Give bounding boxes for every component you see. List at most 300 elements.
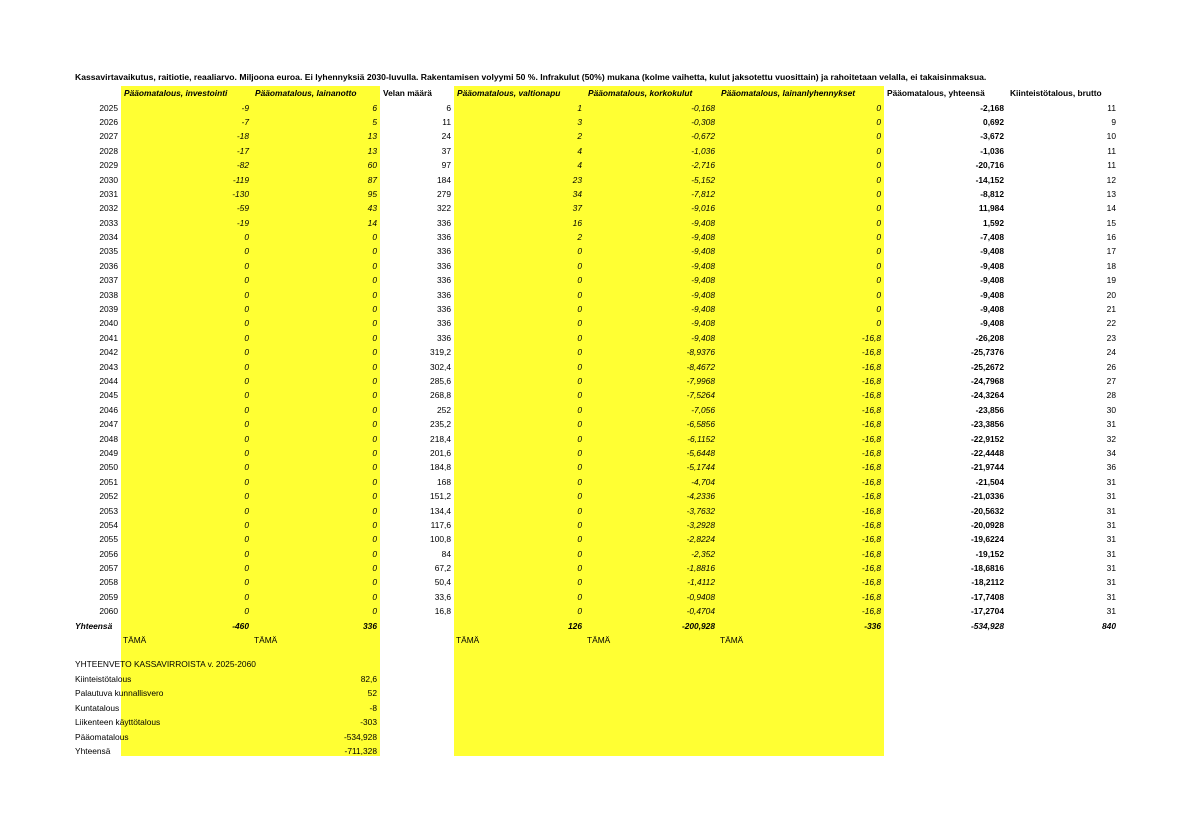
header-interest-costs[interactable]: Pääomatalous, korkokulut xyxy=(588,88,693,99)
cell-year[interactable]: 2026 xyxy=(99,116,118,127)
cell-investment[interactable]: -82 xyxy=(236,160,249,171)
cell-debt-amount[interactable]: 33,6 xyxy=(434,591,451,602)
cell-interest-costs[interactable]: -9,408 xyxy=(691,246,715,257)
cell-loan-intake[interactable]: 0 xyxy=(372,476,377,487)
cell-loan-intake[interactable]: 0 xyxy=(372,548,377,559)
cell-loan-repayments[interactable]: 0 xyxy=(876,102,881,113)
cell-capital-total[interactable]: -18,6816 xyxy=(970,563,1004,574)
cell-real-estate-gross[interactable]: 31 xyxy=(1106,476,1116,487)
cell-interest-costs[interactable]: -7,812 xyxy=(691,188,715,199)
cell-real-estate-gross[interactable]: 27 xyxy=(1106,376,1116,386)
cell-capital-total[interactable]: -20,716 xyxy=(975,160,1004,171)
cell-interest-costs[interactable]: -7,056 xyxy=(691,404,715,415)
cell-year[interactable]: 2032 xyxy=(99,203,118,214)
cell-year[interactable]: 2031 xyxy=(99,188,118,199)
cell-state-aid[interactable]: 4 xyxy=(577,145,582,156)
cell-capital-total[interactable]: -21,504 xyxy=(975,476,1004,487)
cell-real-estate-gross[interactable]: 31 xyxy=(1106,519,1116,530)
cell-year[interactable]: 2025 xyxy=(99,102,118,113)
cell-loan-repayments[interactable]: -16,8 xyxy=(861,332,881,343)
cell-real-estate-gross[interactable]: 16 xyxy=(1106,232,1116,243)
cell-loan-intake[interactable]: 87 xyxy=(367,174,377,185)
cell-real-estate-gross[interactable]: 18 xyxy=(1106,260,1116,271)
cell-state-aid[interactable]: 0 xyxy=(577,361,582,372)
summary-label[interactable]: Kuntatalous xyxy=(75,702,120,713)
cell-state-aid[interactable]: 0 xyxy=(577,548,582,559)
cell-state-aid[interactable]: 0 xyxy=(577,304,582,315)
cell-state-aid[interactable]: 0 xyxy=(577,519,582,530)
cell-debt-amount[interactable]: 100,8 xyxy=(430,534,451,545)
cell-state-aid[interactable]: 0 xyxy=(577,491,582,502)
cell-year[interactable]: 2051 xyxy=(99,476,118,487)
cell-loan-repayments[interactable]: TÄMÄ xyxy=(720,635,744,646)
cell-year[interactable]: 2055 xyxy=(99,534,118,545)
cell-real-estate-gross[interactable]: 31 xyxy=(1106,591,1116,602)
cell-state-aid[interactable]: 0 xyxy=(577,347,582,358)
cell-state-aid[interactable]: 0 xyxy=(577,275,582,286)
cell-debt-amount[interactable]: 151,2 xyxy=(430,491,451,502)
cell-loan-repayments[interactable]: 0 xyxy=(876,188,881,199)
cell-interest-costs[interactable]: -5,152 xyxy=(691,174,715,185)
cell-loan-repayments[interactable]: -16,8 xyxy=(861,419,881,430)
header-investment[interactable]: Pääomatalous, investointi xyxy=(124,88,228,99)
header-debt-amount[interactable]: Velan määrä xyxy=(383,88,432,99)
summary-value[interactable]: 52 xyxy=(367,688,377,699)
cell-capital-total[interactable]: -9,408 xyxy=(980,246,1004,257)
cell-investment[interactable]: -9 xyxy=(241,102,249,113)
cell-year[interactable]: 2046 xyxy=(99,404,118,415)
cell-state-aid[interactable]: 0 xyxy=(577,577,582,588)
cell-state-aid[interactable]: 3 xyxy=(577,116,582,127)
cell-loan-repayments[interactable]: 0 xyxy=(876,217,881,228)
summary-value[interactable]: 82,6 xyxy=(360,673,377,684)
cell-real-estate-gross[interactable]: 31 xyxy=(1106,548,1116,559)
cell-investment[interactable]: -7 xyxy=(241,116,249,127)
cell-capital-total[interactable]: -26,208 xyxy=(975,332,1004,343)
cell-interest-costs[interactable]: -9,408 xyxy=(691,318,715,329)
cell-debt-amount[interactable]: 336 xyxy=(437,332,451,343)
cell-interest-costs[interactable]: -6,5856 xyxy=(686,419,715,430)
cell-capital-total[interactable]: -21,9744 xyxy=(970,462,1004,473)
cell-state-aid[interactable]: 0 xyxy=(577,505,582,516)
cell-capital-total[interactable]: -7,408 xyxy=(980,232,1004,243)
cell-loan-repayments[interactable]: 0 xyxy=(876,145,881,156)
cell-investment[interactable]: -59 xyxy=(236,203,249,214)
cell-loan-repayments[interactable]: -16,8 xyxy=(861,577,881,588)
cell-year[interactable]: 2037 xyxy=(99,275,118,286)
cell-capital-total[interactable]: -3,672 xyxy=(980,131,1004,142)
cell-state-aid[interactable]: 1 xyxy=(577,102,582,113)
cell-interest-costs[interactable]: -200,928 xyxy=(681,620,715,631)
cell-interest-costs[interactable]: -5,6448 xyxy=(686,447,715,458)
cell-debt-amount[interactable]: 336 xyxy=(437,232,451,243)
cell-real-estate-gross[interactable]: 14 xyxy=(1106,203,1116,214)
cell-year[interactable]: 2049 xyxy=(99,447,118,458)
cell-investment[interactable]: -460 xyxy=(232,620,249,631)
cell-state-aid[interactable]: 34 xyxy=(572,188,582,199)
cell-year[interactable]: 2039 xyxy=(99,304,118,315)
cell-debt-amount[interactable]: 218,4 xyxy=(430,433,451,444)
cell-capital-total[interactable]: -9,408 xyxy=(980,260,1004,271)
cell-loan-repayments[interactable]: 0 xyxy=(876,174,881,185)
cell-investment[interactable]: 0 xyxy=(244,577,249,588)
cell-state-aid[interactable]: 23 xyxy=(572,174,582,185)
cell-state-aid[interactable]: 4 xyxy=(577,160,582,171)
cell-real-estate-gross[interactable]: 31 xyxy=(1106,505,1116,516)
cell-investment[interactable]: -130 xyxy=(232,188,249,199)
cell-loan-intake[interactable]: 336 xyxy=(363,620,377,631)
cell-year[interactable]: 2050 xyxy=(99,462,118,473)
cell-real-estate-gross[interactable]: 32 xyxy=(1106,433,1116,444)
cell-loan-intake[interactable]: 0 xyxy=(372,275,377,286)
cell-loan-repayments[interactable]: -16,8 xyxy=(861,505,881,516)
cell-loan-intake[interactable]: 43 xyxy=(367,203,377,214)
cell-year[interactable]: 2054 xyxy=(99,519,118,530)
cell-loan-intake[interactable]: 0 xyxy=(372,563,377,574)
cell-state-aid[interactable]: 0 xyxy=(577,318,582,329)
cell-investment[interactable]: 0 xyxy=(244,419,249,430)
cell-capital-total[interactable]: -20,0928 xyxy=(970,519,1004,530)
cell-year[interactable]: 2029 xyxy=(99,160,118,171)
cell-investment[interactable]: 0 xyxy=(244,462,249,473)
cell-real-estate-gross[interactable]: 24 xyxy=(1106,347,1116,358)
cell-interest-costs[interactable]: -3,7632 xyxy=(686,505,715,516)
header-loan-repayments[interactable]: Pääomatalous, lainanlyhennykset xyxy=(721,88,856,99)
cell-interest-costs[interactable]: -4,2336 xyxy=(686,491,715,502)
cell-state-aid[interactable]: 0 xyxy=(577,404,582,415)
cell-year[interactable] xyxy=(72,633,121,647)
cell-loan-repayments[interactable]: 0 xyxy=(876,232,881,243)
header-loan-intake[interactable]: Pääomatalous, lainanotto xyxy=(255,88,357,99)
cell-real-estate-gross[interactable]: 11 xyxy=(1107,145,1116,156)
cell-investment[interactable]: 0 xyxy=(244,275,249,286)
cell-debt-amount[interactable]: 11 xyxy=(442,116,451,127)
cell-debt-amount[interactable]: 322 xyxy=(437,203,451,214)
cell-loan-intake[interactable]: 0 xyxy=(372,534,377,545)
summary-label[interactable]: Kiinteistötalous xyxy=(75,673,132,684)
cell-loan-repayments[interactable]: 0 xyxy=(876,275,881,286)
cell-real-estate-gross[interactable]: 31 xyxy=(1106,419,1116,430)
cell-year[interactable]: 2042 xyxy=(99,347,118,358)
cell-loan-intake[interactable]: 13 xyxy=(367,145,377,156)
cell-debt-amount[interactable]: 6 xyxy=(446,102,451,113)
cell-year[interactable]: 2028 xyxy=(99,145,118,156)
cell-capital-total[interactable]: -2,168 xyxy=(980,102,1004,113)
cell-year[interactable]: 2044 xyxy=(99,376,118,386)
cell-loan-repayments[interactable]: 0 xyxy=(876,260,881,271)
cell-real-estate-gross[interactable]: 21 xyxy=(1106,304,1116,315)
cell-state-aid[interactable]: 0 xyxy=(577,390,582,401)
cell-debt-amount[interactable]: 184,8 xyxy=(430,462,451,473)
cell-debt-amount[interactable]: 50,4 xyxy=(434,577,451,588)
cell-capital-total[interactable]: -25,7376 xyxy=(970,347,1004,358)
cell-capital-total[interactable]: -14,152 xyxy=(975,174,1004,185)
cell-loan-intake[interactable]: 0 xyxy=(372,433,377,444)
cell-real-estate-gross[interactable]: 20 xyxy=(1106,289,1116,300)
cell-loan-intake[interactable]: 0 xyxy=(372,505,377,516)
cell-debt-amount[interactable]: 97 xyxy=(441,160,451,171)
cell-year[interactable]: 2041 xyxy=(99,332,118,343)
cell-loan-intake[interactable]: 0 xyxy=(372,332,377,343)
cell-state-aid[interactable]: 0 xyxy=(577,563,582,574)
cell-debt-amount[interactable]: 84 xyxy=(441,548,451,559)
cell-capital-total[interactable]: -17,2704 xyxy=(970,606,1004,617)
cell-loan-repayments[interactable]: -16,8 xyxy=(861,491,881,502)
cell-investment[interactable]: -119 xyxy=(232,174,249,185)
cell-debt-amount[interactable]: 252 xyxy=(437,404,451,415)
cell-loan-repayments[interactable]: -16,8 xyxy=(861,404,881,415)
cell-debt-amount[interactable]: 336 xyxy=(437,318,451,329)
cell-investment[interactable]: 0 xyxy=(244,232,249,243)
cell-loan-intake[interactable]: 0 xyxy=(372,260,377,271)
cell-year[interactable]: 2043 xyxy=(99,361,118,372)
cell-debt-amount[interactable]: 24 xyxy=(441,131,451,142)
header-capital-total[interactable]: Pääomatalous, yhteensä xyxy=(887,88,985,99)
cell-interest-costs[interactable]: -5,1744 xyxy=(686,462,715,473)
cell-loan-repayments[interactable]: -16,8 xyxy=(861,462,881,473)
cell-state-aid[interactable]: 0 xyxy=(577,606,582,617)
cell-investment[interactable]: 0 xyxy=(244,318,249,329)
cell-year[interactable]: 2034 xyxy=(99,232,118,243)
cell-loan-intake[interactable]: 0 xyxy=(372,577,377,588)
cell-real-estate-gross[interactable]: 31 xyxy=(1106,563,1116,574)
cell-loan-repayments[interactable]: -16,8 xyxy=(861,433,881,444)
cell-interest-costs[interactable]: -0,308 xyxy=(691,116,715,127)
cell-debt-amount[interactable]: 336 xyxy=(437,304,451,315)
cell-loan-repayments[interactable]: -16,8 xyxy=(861,563,881,574)
cell-debt-amount[interactable]: 67,2 xyxy=(434,563,451,574)
cell-investment[interactable]: 0 xyxy=(244,289,249,300)
cell-real-estate-gross[interactable]: 11 xyxy=(1107,102,1116,113)
header-real-estate-gross[interactable]: Kiinteistötalous, brutto xyxy=(1010,88,1102,99)
cell-loan-repayments[interactable]: -16,8 xyxy=(861,606,881,617)
cell-capital-total[interactable]: -17,7408 xyxy=(970,591,1004,602)
cell-real-estate-gross[interactable]: 22 xyxy=(1106,318,1116,329)
cell-state-aid[interactable]: 0 xyxy=(577,433,582,444)
summary-label[interactable]: Yhteensä xyxy=(75,746,111,757)
cell-capital-total[interactable]: -19,6224 xyxy=(970,534,1004,545)
cell-investment[interactable]: -19 xyxy=(236,217,249,228)
cell-state-aid[interactable]: 2 xyxy=(577,131,582,142)
cell-real-estate-gross[interactable]: 36 xyxy=(1106,462,1116,473)
cell-state-aid[interactable]: 0 xyxy=(577,476,582,487)
cell-loan-repayments[interactable]: -16,8 xyxy=(861,447,881,458)
cell-loan-repayments[interactable]: -16,8 xyxy=(861,548,881,559)
cell-capital-total[interactable]: -9,408 xyxy=(980,318,1004,329)
cell-loan-repayments[interactable]: 0 xyxy=(876,116,881,127)
summary-label[interactable]: Palautuva kunnallisvero xyxy=(75,688,164,699)
cell-loan-intake[interactable]: 0 xyxy=(372,318,377,329)
cell-year[interactable]: 2053 xyxy=(99,505,118,516)
cell-year[interactable]: 2057 xyxy=(99,563,118,574)
cell-year[interactable]: 2048 xyxy=(99,433,118,444)
cell-loan-intake[interactable]: TÄMÄ xyxy=(254,635,278,646)
cell-loan-repayments[interactable]: 0 xyxy=(876,246,881,257)
cell-state-aid[interactable]: 0 xyxy=(577,447,582,458)
cell-debt-amount[interactable]: 201,6 xyxy=(430,447,451,458)
cell-year[interactable]: 2052 xyxy=(99,491,118,502)
cell-loan-intake[interactable]: 0 xyxy=(372,347,377,358)
cell-loan-repayments[interactable]: 0 xyxy=(876,203,881,214)
cell-capital-total[interactable]: -9,408 xyxy=(980,289,1004,300)
cell-state-aid[interactable]: 126 xyxy=(568,620,582,631)
cell-loan-intake[interactable]: 13 xyxy=(367,131,377,142)
cell-real-estate-gross[interactable]: 10 xyxy=(1106,131,1116,142)
cell-state-aid[interactable]: 0 xyxy=(577,591,582,602)
cell-capital-total[interactable]: -25,2672 xyxy=(970,361,1004,372)
cell-investment[interactable]: 0 xyxy=(244,347,249,358)
cell-loan-intake[interactable]: 0 xyxy=(372,447,377,458)
cell-debt-amount[interactable] xyxy=(380,633,454,647)
cell-real-estate-gross[interactable]: 31 xyxy=(1106,577,1116,588)
cell-debt-amount[interactable]: 268,8 xyxy=(430,390,451,401)
cell-real-estate-gross[interactable]: 26 xyxy=(1106,361,1116,372)
cell-real-estate-gross[interactable]: 840 xyxy=(1102,620,1116,631)
summary-heading[interactable]: YHTEENVETO KASSAVIRROISTA v. 2025-2060 xyxy=(75,659,256,670)
summary-value[interactable]: -711,328 xyxy=(344,746,377,757)
cell-state-aid[interactable]: 0 xyxy=(577,289,582,300)
cell-interest-costs[interactable]: -9,408 xyxy=(691,217,715,228)
cell-interest-costs[interactable]: -6,1152 xyxy=(687,433,715,444)
cell-loan-intake[interactable]: 0 xyxy=(372,462,377,473)
cell-loan-repayments[interactable]: 0 xyxy=(876,318,881,329)
cell-loan-repayments[interactable]: -16,8 xyxy=(861,361,881,372)
cell-capital-total[interactable]: -23,3856 xyxy=(970,419,1004,430)
cell-loan-repayments[interactable]: -16,8 xyxy=(861,376,881,386)
cell-year[interactable]: 2058 xyxy=(99,577,118,588)
cell-year[interactable]: 2047 xyxy=(99,419,118,430)
cell-capital-total[interactable]: -1,036 xyxy=(980,145,1004,156)
cell-loan-intake[interactable]: 0 xyxy=(372,390,377,401)
cell-interest-costs[interactable]: -9,016 xyxy=(691,203,715,214)
cell-real-estate-gross[interactable]: 31 xyxy=(1106,606,1116,617)
cell-loan-repayments[interactable]: -16,8 xyxy=(861,534,881,545)
cell-investment[interactable]: -17 xyxy=(236,145,249,156)
cell-capital-total[interactable]: 1,592 xyxy=(983,217,1004,228)
cell-capital-total[interactable]: -22,4448 xyxy=(970,447,1004,458)
cell-interest-costs[interactable]: -2,352 xyxy=(691,548,715,559)
cell-investment[interactable]: 0 xyxy=(244,476,249,487)
cell-loan-intake[interactable]: 0 xyxy=(372,361,377,372)
cell-interest-costs[interactable]: -9,408 xyxy=(691,260,715,271)
cell-loan-intake[interactable]: 95 xyxy=(367,188,377,199)
cell-investment[interactable]: 0 xyxy=(244,260,249,271)
cell-real-estate-gross[interactable]: 30 xyxy=(1106,404,1116,415)
summary-value[interactable]: -8 xyxy=(369,702,377,713)
cell-loan-repayments[interactable]: -16,8 xyxy=(861,347,881,358)
summary-value[interactable]: -534,928 xyxy=(343,731,377,742)
cell-debt-amount[interactable]: 336 xyxy=(437,217,451,228)
cell-loan-intake[interactable]: 0 xyxy=(372,232,377,243)
cell-interest-costs[interactable]: -9,408 xyxy=(691,232,715,243)
cell-loan-repayments[interactable]: 0 xyxy=(876,160,881,171)
cell-capital-total[interactable]: -19,152 xyxy=(975,548,1004,559)
cell-debt-amount[interactable]: 336 xyxy=(437,289,451,300)
cell-loan-intake[interactable]: 0 xyxy=(372,376,377,386)
cell-investment[interactable]: 0 xyxy=(244,491,249,502)
cell-investment[interactable]: 0 xyxy=(244,433,249,444)
cell-debt-amount[interactable]: 184 xyxy=(437,174,451,185)
cell-investment[interactable]: 0 xyxy=(244,534,249,545)
summary-label[interactable]: Liikenteen käyttötalous xyxy=(75,717,161,728)
cell-loan-repayments[interactable]: 0 xyxy=(876,304,881,315)
cell-investment[interactable]: 0 xyxy=(244,390,249,401)
cell-state-aid[interactable]: 0 xyxy=(577,376,582,386)
cell-capital-total[interactable]: -23,856 xyxy=(975,404,1004,415)
cell-year[interactable]: 2038 xyxy=(99,289,118,300)
cell-state-aid[interactable]: 2 xyxy=(577,232,582,243)
cell-real-estate-gross[interactable]: 19 xyxy=(1106,275,1116,286)
cell-debt-amount[interactable]: 134,4 xyxy=(430,505,451,516)
cell-debt-amount[interactable]: 336 xyxy=(437,275,451,286)
cell-interest-costs[interactable]: -9,408 xyxy=(691,304,715,315)
cell-real-estate-gross[interactable]: 28 xyxy=(1106,390,1116,401)
summary-value[interactable]: -303 xyxy=(360,717,377,728)
cell-real-estate-gross[interactable]: 13 xyxy=(1106,188,1116,199)
cell-year[interactable]: 2056 xyxy=(99,548,118,559)
cell-interest-costs[interactable]: -0,672 xyxy=(691,131,715,142)
cell-real-estate-gross[interactable]: 31 xyxy=(1106,491,1116,502)
cell-capital-total[interactable]: -24,7968 xyxy=(970,376,1004,386)
cell-interest-costs[interactable]: -2,8224 xyxy=(686,534,715,545)
cell-interest-costs[interactable]: -0,4704 xyxy=(686,606,715,617)
cell-interest-costs[interactable]: TÄMÄ xyxy=(587,635,611,646)
cell-loan-repayments[interactable]: -16,8 xyxy=(861,591,881,602)
cell-investment[interactable]: 0 xyxy=(244,591,249,602)
cell-debt-amount[interactable]: 279 xyxy=(437,188,451,199)
cell-interest-costs[interactable]: -1,036 xyxy=(691,145,715,156)
cell-loan-repayments[interactable]: -16,8 xyxy=(861,476,881,487)
cell-interest-costs[interactable]: -8,9376 xyxy=(686,347,715,358)
cell-loan-intake[interactable]: 0 xyxy=(372,491,377,502)
cell-year[interactable]: 2030 xyxy=(99,174,118,185)
cell-loan-intake[interactable]: 0 xyxy=(372,404,377,415)
cell-loan-intake[interactable]: 0 xyxy=(372,519,377,530)
cell-interest-costs[interactable]: -2,716 xyxy=(691,160,715,171)
cell-year[interactable]: Yhteensä xyxy=(75,620,113,631)
cell-investment[interactable]: 0 xyxy=(244,404,249,415)
cell-debt-amount[interactable]: 168 xyxy=(437,476,451,487)
cell-state-aid[interactable]: 0 xyxy=(577,462,582,473)
cell-real-estate-gross[interactable]: 12 xyxy=(1106,174,1116,185)
cell-loan-repayments[interactable]: 0 xyxy=(876,289,881,300)
cell-capital-total[interactable]: 11,984 xyxy=(978,203,1004,214)
cell-loan-repayments[interactable]: -336 xyxy=(864,620,881,631)
cell-state-aid[interactable]: 0 xyxy=(577,332,582,343)
cell-debt-amount[interactable]: 37 xyxy=(441,145,451,156)
cell-capital-total[interactable]: -9,408 xyxy=(980,275,1004,286)
cell-real-estate-gross[interactable]: 15 xyxy=(1106,217,1116,228)
cell-interest-costs[interactable]: -9,408 xyxy=(691,332,715,343)
cell-interest-costs[interactable]: -0,9408 xyxy=(686,591,715,602)
cell-investment[interactable]: 0 xyxy=(244,606,249,617)
cell-state-aid[interactable]: 0 xyxy=(577,534,582,545)
cell-state-aid[interactable]: 0 xyxy=(577,246,582,257)
cell-real-estate-gross[interactable]: 34 xyxy=(1106,447,1116,458)
cell-debt-amount[interactable] xyxy=(380,618,454,632)
cell-loan-intake[interactable]: 14 xyxy=(367,217,377,228)
cell-investment[interactable]: -18 xyxy=(236,131,249,142)
cell-interest-costs[interactable]: -1,4112 xyxy=(687,577,715,588)
cell-capital-total[interactable]: -534,928 xyxy=(970,620,1004,631)
cell-capital-total[interactable]: -9,408 xyxy=(980,304,1004,315)
cell-real-estate-gross[interactable]: 23 xyxy=(1106,332,1116,343)
cell-state-aid[interactable]: 0 xyxy=(577,260,582,271)
cell-loan-intake[interactable]: 60 xyxy=(367,160,377,171)
cell-interest-costs[interactable]: -7,5264 xyxy=(686,390,715,401)
cell-investment[interactable]: 0 xyxy=(244,361,249,372)
cell-loan-intake[interactable]: 0 xyxy=(372,246,377,257)
